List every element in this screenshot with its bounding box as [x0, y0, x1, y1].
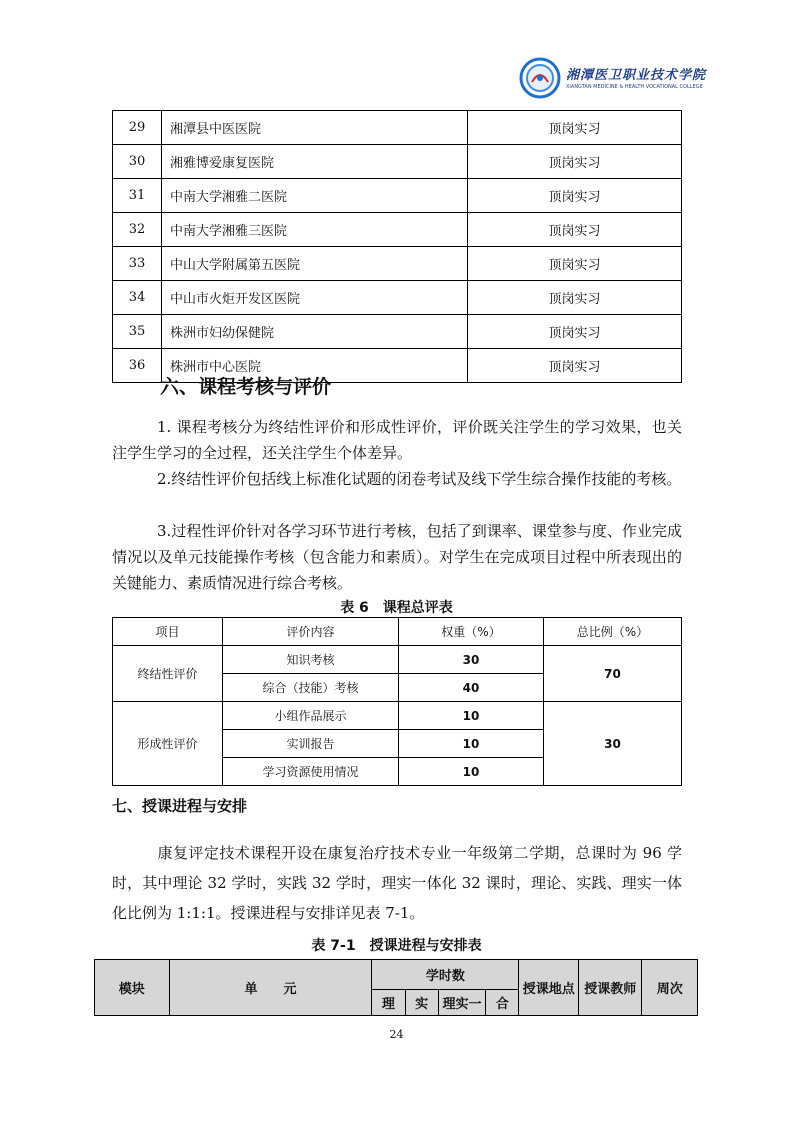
content-cell: 小组作品展示	[223, 702, 399, 730]
row-number: 36	[113, 349, 162, 383]
th-weight: 权重（%）	[399, 618, 544, 646]
page-number: 24	[389, 1028, 404, 1041]
th-content: 评价内容	[223, 618, 399, 646]
group-summative: 终结性评价	[113, 646, 223, 702]
internship-type: 顶岗实习	[468, 213, 682, 247]
table-row	[113, 247, 682, 281]
table-row	[113, 145, 682, 179]
table-row	[113, 213, 682, 247]
row-number: 32	[113, 213, 162, 247]
th-total: 总比例（%）	[544, 618, 682, 646]
content-cell: 综合（技能）考核	[223, 674, 399, 702]
internship-type: 顶岗实习	[468, 281, 682, 315]
internship-type: 顶岗实习	[468, 247, 682, 281]
internship-type: 顶岗实习	[468, 315, 682, 349]
section-7-title: 七、授课进程与安排	[112, 797, 248, 815]
total-cell: 30	[544, 702, 682, 786]
content-cell: 学习资源使用情况	[223, 758, 399, 786]
section-6-paragraph-3: 3.过程性评价针对各学习环节进行考核，包括了到课率、课堂参与度、作业完成情况以及单元技能操作考核（包含能力和素质）。对学生在完成项目过程中所表现出的关键能力、素质情况进行综合考核。	[112, 522, 682, 592]
th-unit: 单 元	[169, 960, 372, 1016]
content-cell: 实训报告	[223, 730, 399, 758]
table-row	[113, 315, 682, 349]
table-6-caption: 表 6 课程总评表	[340, 600, 453, 616]
row-number: 35	[113, 315, 162, 349]
hospital-name: 湘潭县中医医院	[162, 111, 468, 145]
hospital-name: 中山市火炬开发区医院	[162, 281, 468, 315]
row-number: 30	[113, 145, 162, 179]
th-integrated: 理实一	[438, 990, 485, 1016]
section-6-paragraph-1: 1. 课程考核分为终结性评价和形成性评价，评价既关注学生的学习效果，也关注学生学习的全过程，还关注学生个体差异。	[112, 418, 682, 462]
row-number: 33	[113, 247, 162, 281]
weight-cell: 40	[399, 674, 544, 702]
table-row	[113, 281, 682, 315]
hospital-name: 中南大学湘雅二医院	[162, 179, 468, 213]
hospital-name: 株洲市妇幼保健院	[162, 315, 468, 349]
th-teacher: 授课教师	[578, 960, 642, 1016]
hospital-name: 株洲市中心医院	[162, 349, 468, 383]
row-number: 31	[113, 179, 162, 213]
logo-text: 湘潭医卫职业技术学院	[566, 68, 707, 83]
group-formative: 形成性评价	[113, 702, 223, 786]
th-place: 授课地点	[519, 960, 578, 1016]
section-6-title: 六、课程考核与评价	[160, 376, 332, 398]
th-theory: 理	[372, 990, 405, 1016]
table-7-1-caption: 表 7-1 授课进程与安排表	[311, 938, 482, 954]
course-evaluation-table	[112, 617, 682, 786]
internship-type: 顶岗实习	[468, 145, 682, 179]
weight-cell: 30	[399, 646, 544, 674]
hospital-name: 中山大学附属第五医院	[162, 247, 468, 281]
hospital-name: 中南大学湘雅三医院	[162, 213, 468, 247]
th-module: 模块	[95, 960, 170, 1016]
table-row	[113, 111, 682, 145]
total-cell: 70	[544, 646, 682, 702]
hospital-name: 湘雅博爱康复医院	[162, 145, 468, 179]
internship-type: 顶岗实习	[468, 179, 682, 213]
teaching-schedule-table	[94, 959, 698, 1016]
section-7-paragraph: 康复评定技术课程开设在康复治疗技术专业一年级第二学期，总课时为 96 学时，其中理论 32 学时，实践 32 学时，理实一体化 32 课时，理论、实践、理实一体化比例为 1:1:1。授课进程与安排详见表 7-1。	[112, 844, 682, 922]
content-cell: 知识考核	[223, 646, 399, 674]
internship-hospital-table	[112, 110, 682, 383]
th-week: 周次	[642, 960, 698, 1016]
th-hours: 学时数	[372, 960, 519, 990]
table-row	[113, 179, 682, 213]
weight-cell: 10	[399, 702, 544, 730]
row-number: 34	[113, 281, 162, 315]
row-number: 29	[113, 111, 162, 145]
logo-subtext: XIANGTAN MEDICINE & HEALTH VOCATIONAL COLLEGE	[566, 84, 703, 90]
th-item: 项目	[113, 618, 223, 646]
weight-cell: 10	[399, 730, 544, 758]
internship-type: 顶岗实习	[468, 111, 682, 145]
section-6-paragraph-2: 2.终结性评价包括线上标准化试题的闭卷考试及线下学生综合操作技能的考核。	[157, 470, 682, 488]
th-practice: 实	[405, 990, 438, 1016]
th-sum: 合	[486, 990, 519, 1016]
weight-cell: 10	[399, 758, 544, 786]
internship-type: 顶岗实习	[468, 349, 682, 383]
